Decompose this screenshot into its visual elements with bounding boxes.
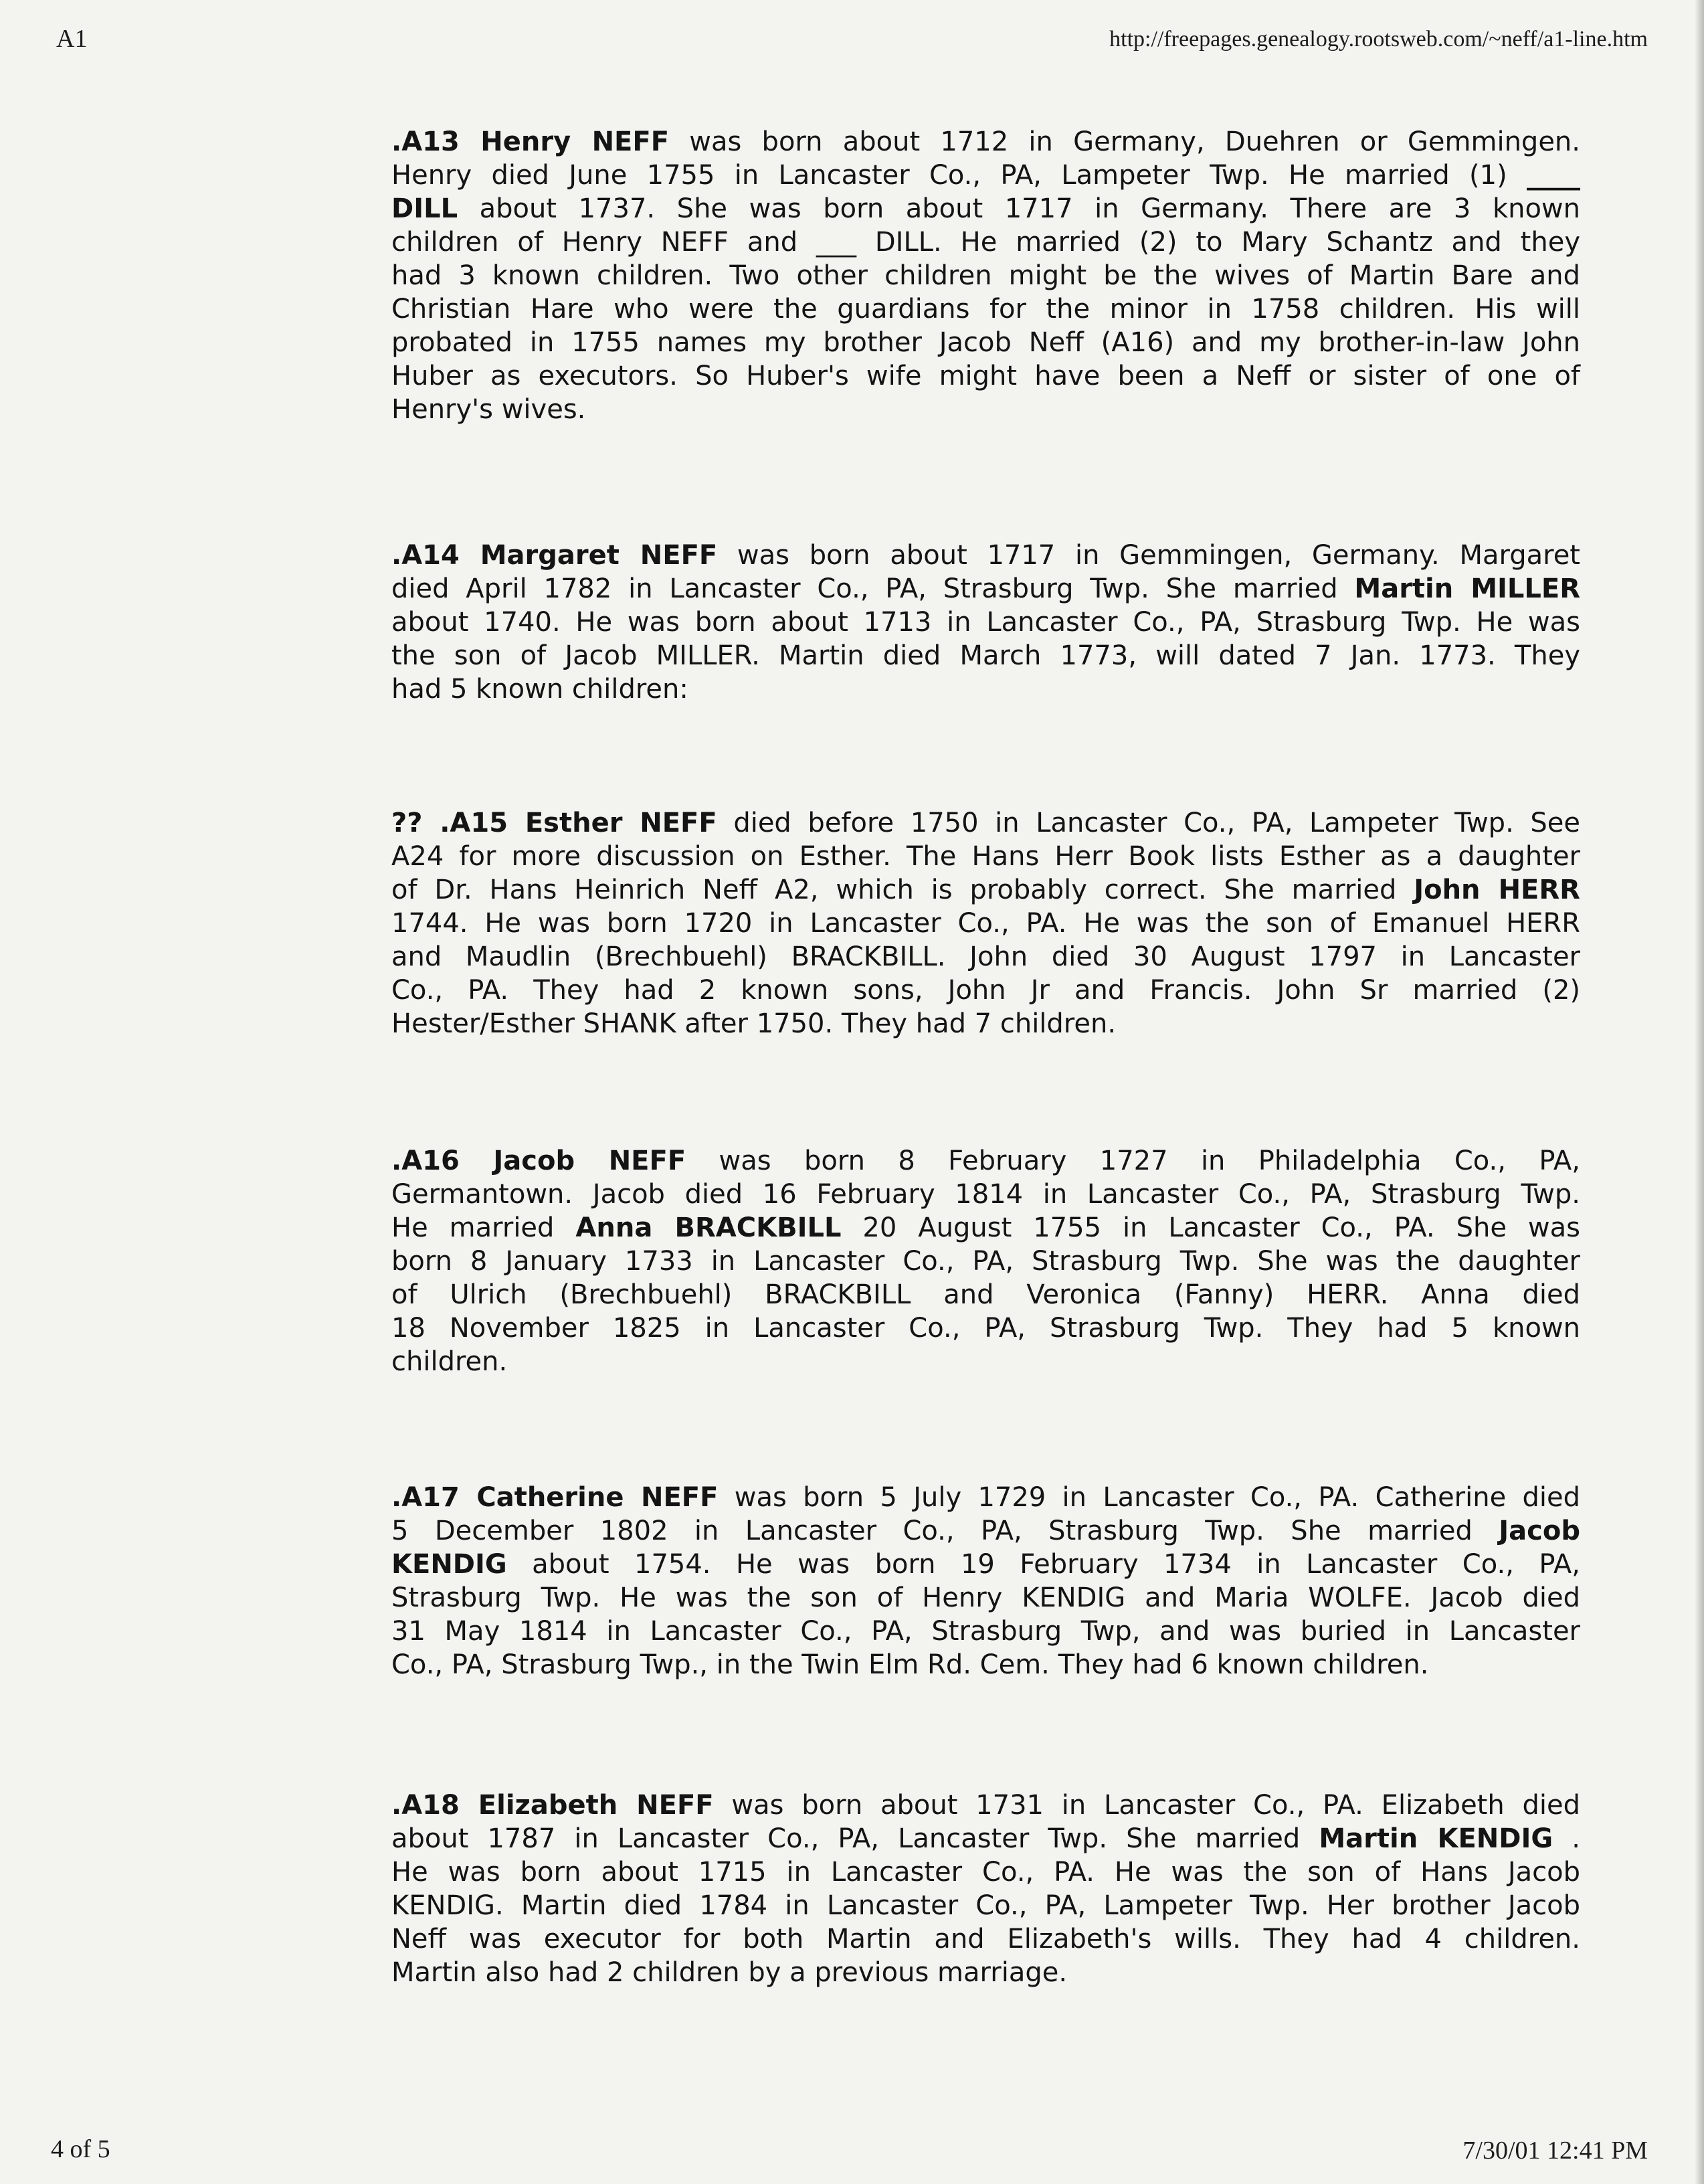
text-line: [391, 806, 1580, 840]
text-segment: Strasburg Twp. He was the son of Henry KENDIG and Maria WOLFE. Jacob died: [391, 1582, 1580, 1613]
bold-text-segment: .A14 Margaret NEFF: [391, 540, 718, 571]
text-segment: Huber as executors. So Huber's wife might have been a Neff or sister of one of: [391, 361, 1580, 391]
text-segment: of Ulrich (Brechbuehl) BRACKBILL and Veronica (Fanny) HERR. Anna died: [391, 1279, 1580, 1310]
bold-text-segment: Anna BRACKBILL: [575, 1212, 842, 1243]
text-line: [391, 1178, 1580, 1211]
text-segment: 1744. He was born 1720 in Lancaster Co., PA. He was the son of Emanuel HERR: [391, 908, 1580, 939]
text-line: [391, 192, 1580, 225]
text-line: [391, 1789, 1580, 1822]
text-segment: .: [1553, 1823, 1580, 1854]
genealogy-entry-a17: [391, 1481, 1580, 1681]
bold-text-segment: .A17 Catherine NEFF: [391, 1482, 719, 1513]
text-segment: about 1787 in Lancaster Co., PA, Lancaster Twp. She married: [391, 1823, 1319, 1854]
page-number: 4 of 5: [51, 2135, 110, 2163]
text-line: [391, 292, 1580, 326]
text-segment: Co., PA, Strasburg Twp., in the Twin Elm Rd. Cem. They had 6 known children.: [391, 1649, 1429, 1680]
text-line: [391, 1311, 1580, 1345]
bold-text-segment: Martin KENDIG: [1319, 1823, 1553, 1854]
text-segment: had 3 known children. Two other children might be the wives of Martin Bare and: [391, 260, 1580, 291]
bold-text-segment: Jacob: [1499, 1516, 1580, 1546]
text-segment: 5 December 1802 in Lancaster Co., PA, Strasburg Twp. She married: [391, 1516, 1499, 1546]
text-line: [391, 539, 1580, 572]
text-line: [391, 907, 1580, 940]
text-segment: was born about 1717 in Gemmingen, Germany. Margaret: [717, 540, 1580, 571]
text-line: [391, 1956, 1580, 1989]
scan-edge-shadow: [1695, 0, 1704, 2184]
text-line: [391, 1581, 1580, 1615]
text-segment: 31 May 1814 in Lancaster Co., PA, Strasburg Twp, and was buried in Lancaster: [391, 1616, 1580, 1647]
print-timestamp: 7/30/01 12:41 PM: [1462, 2136, 1648, 2165]
text-line: [391, 1278, 1580, 1311]
text-line: [391, 873, 1580, 907]
bold-text-segment: .A13 Henry NEFF: [391, 126, 670, 157]
text-line: [391, 1514, 1580, 1548]
text-line: [391, 1007, 1580, 1040]
text-segment: about 1740. He was born about 1713 in Lancaster Co., PA, Strasburg Twp. He was: [391, 607, 1580, 638]
text-line: [391, 1855, 1580, 1889]
text-segment: Martin also had 2 children by a previous marriage.: [391, 1957, 1068, 1988]
text-segment: children.: [391, 1346, 508, 1377]
text-segment: of Dr. Hans Heinrich Neff A2, which is probably correct. She married: [391, 875, 1414, 905]
text-line: [391, 125, 1580, 159]
text-segment: children of Henry NEFF and ___ DILL. He married (2) to Mary Schantz and they: [391, 227, 1580, 258]
text-line: [391, 1889, 1580, 1922]
text-line: [391, 1648, 1580, 1681]
text-segment: was born about 1731 in Lancaster Co., PA. Elizabeth died: [713, 1790, 1581, 1821]
text-line: [391, 639, 1580, 672]
genealogy-entry-a14: [391, 539, 1580, 706]
text-line: [391, 672, 1580, 706]
text-segment: died April 1782 in Lancaster Co., PA, Strasburg Twp. She married: [391, 573, 1355, 604]
text-segment: 18 November 1825 in Lancaster Co., PA, Strasburg Twp. They had 5 known: [391, 1313, 1580, 1344]
text-segment: Christian Hare who were the guardians for the minor in 1758 children. His will: [391, 294, 1580, 325]
genealogy-entry-a16: [391, 1144, 1580, 1378]
text-segment: Henry died June 1755 in Lancaster Co., PA, Lampeter Twp. He married (1): [391, 160, 1527, 191]
text-line: [391, 1345, 1580, 1378]
text-line: [391, 1615, 1580, 1648]
genealogy-entry-a13: [391, 125, 1580, 426]
text-segment: Hester/Esther SHANK after 1750. They had 7 children.: [391, 1008, 1117, 1039]
text-line: [391, 940, 1580, 974]
bold-text-segment: Martin MILLER: [1354, 573, 1581, 604]
text-line: [391, 359, 1580, 393]
text-segment: about 1737. She was born about 1717 in Germany. There are 3 known: [458, 193, 1580, 224]
text-line: [391, 393, 1580, 426]
text-line: [391, 1922, 1580, 1956]
text-line: [391, 1144, 1580, 1178]
text-line: [391, 159, 1580, 192]
text-segment: Co., PA. They had 2 known sons, John Jr and Francis. John Sr married (2): [391, 975, 1580, 1006]
text-segment: the son of Jacob MILLER. Martin died March 1773, will dated 7 Jan. 1773. They: [391, 640, 1580, 671]
text-line: [391, 606, 1580, 639]
text-line: [391, 326, 1580, 359]
text-segment: was born 8 February 1727 in Philadelphia Co., PA,: [686, 1146, 1581, 1176]
text-segment: 20 August 1755 in Lancaster Co., PA. She was: [841, 1212, 1580, 1243]
text-segment: Henry's wives.: [391, 394, 586, 425]
genealogy-entry-a18: [391, 1789, 1580, 1989]
text-line: [391, 1211, 1580, 1245]
text-segment: He was born about 1715 in Lancaster Co., PA. He was the son of Hans Jacob: [391, 1857, 1580, 1888]
bold-text-segment: ____: [1527, 160, 1580, 191]
text-segment: He married: [391, 1212, 576, 1243]
text-segment: born 8 January 1733 in Lancaster Co., PA, Strasburg Twp. She was the daughter: [391, 1246, 1580, 1277]
text-segment: was born about 1712 in Germany, Duehren or Gemmingen.: [669, 126, 1580, 157]
bold-text-segment: DILL: [391, 193, 458, 224]
text-segment: KENDIG. Martin died 1784 in Lancaster Co., PA, Lampeter Twp. Her brother Jacob: [391, 1890, 1580, 1921]
bold-text-segment: .A18 Elizabeth NEFF: [391, 1790, 714, 1821]
text-segment: A24 for more discussion on Esther. The Hans Herr Book lists Esther as a daughter: [391, 841, 1580, 872]
text-line: [391, 840, 1580, 873]
text-segment: and Maudlin (Brechbuehl) BRACKBILL. John died 30 August 1797 in Lancaster: [391, 941, 1580, 972]
bold-text-segment: ?? .A15 Esther NEFF: [391, 808, 717, 838]
text-line: [391, 225, 1580, 259]
printed-source-url: http://freepages.genealogy.rootsweb.com/~neff/a1-line.htm: [1109, 27, 1648, 52]
text-segment: Germantown. Jacob died 16 February 1814 in Lancaster Co., PA, Strasburg Twp.: [391, 1179, 1580, 1210]
text-segment: died before 1750 in Lancaster Co., PA, Lampeter Twp. See: [717, 808, 1580, 838]
text-segment: probated in 1755 names my brother Jacob Neff (A16) and my brother-in-law John: [391, 327, 1580, 358]
text-line: [391, 572, 1580, 606]
text-line: [391, 1245, 1580, 1278]
text-segment: was born 5 July 1729 in Lancaster Co., PA. Catherine died: [718, 1482, 1581, 1513]
text-segment: had 5 known children:: [391, 674, 688, 705]
text-segment: Neff was executor for both Martin and Elizabeth's wills. They had 4 children.: [391, 1924, 1580, 1954]
page-corner-label: A1: [56, 25, 88, 53]
text-line: [391, 1481, 1580, 1514]
genealogy-entry-a15: [391, 806, 1580, 1040]
text-line: [391, 259, 1580, 292]
bold-text-segment: John HERR: [1414, 875, 1580, 905]
text-line: [391, 1548, 1580, 1581]
bold-text-segment: .A16 Jacob NEFF: [391, 1146, 686, 1176]
text-line: [391, 1822, 1580, 1855]
text-line: [391, 974, 1580, 1007]
bold-text-segment: KENDIG: [391, 1549, 507, 1580]
text-segment: about 1754. He was born 19 February 1734 in Lancaster Co., PA,: [506, 1549, 1580, 1580]
